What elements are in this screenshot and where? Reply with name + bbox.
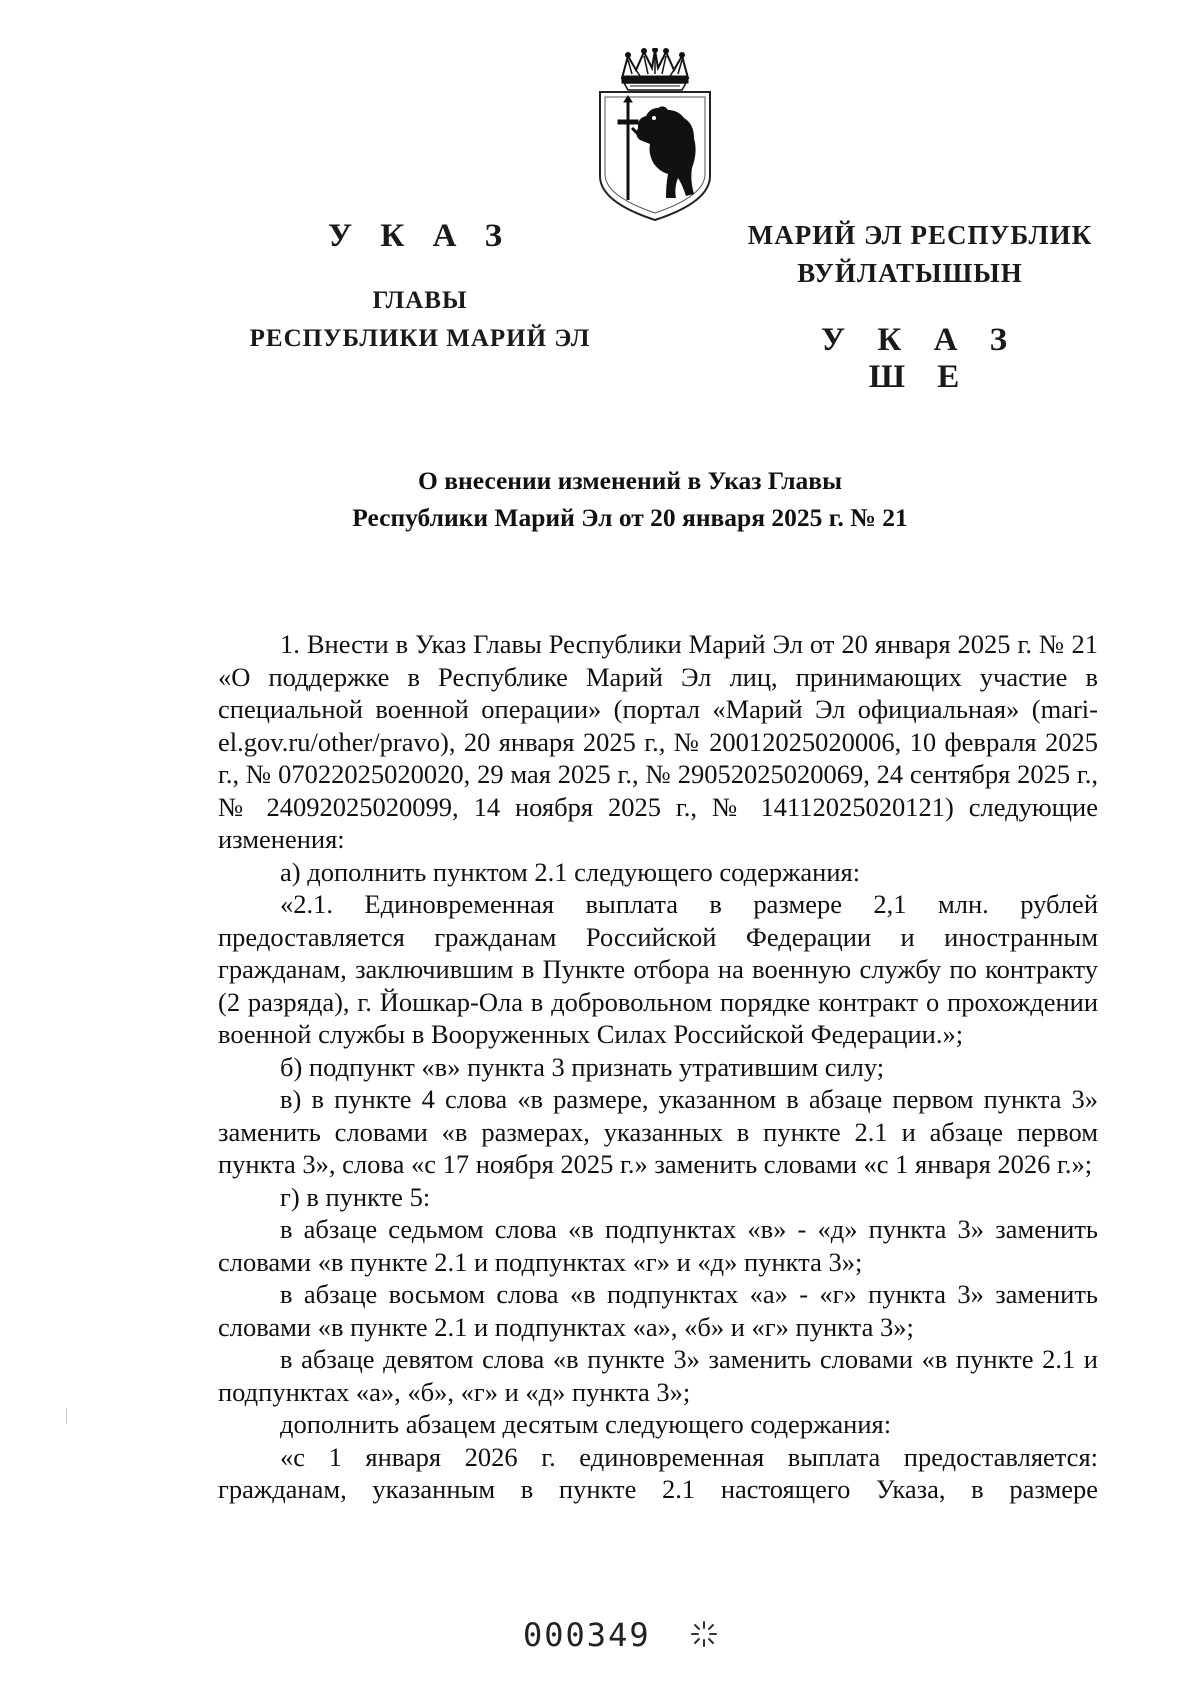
paragraph-add-abzac-10: дополнить абзацем десятым следующего содержания:: [280, 1409, 892, 1439]
paragraph-quote-2026: «с 1 января 2026 г. единовременная выплата предоставляется: гражданам, указанным в пункте 2.1 настоящего Указа, в размере: [218, 1441, 1098, 1504]
snowflake-mark-icon: [690, 1620, 718, 1648]
paragraph-abzac-9: в абзаце девятом слова «в пункте 3» заменить словами «в пункте 2.1 и подпунктах «а», «б», «г» и «д» пункта 3»;: [218, 1344, 1098, 1407]
paragraph-abzac-8: в абзаце восьмом слова «в подпунктах «а» - «г» пункта 3» заменить словами «в пункте 2.1 и подпунктах «а», «б» и «г» пункта 3»;: [218, 1279, 1098, 1342]
header-right-title: У К А З Ш Е: [820, 322, 1020, 395]
margin-tick-mark: [66, 1408, 67, 1424]
document-serial-number: 000349: [523, 1616, 651, 1654]
paragraph-quote-2-1: «2.1. Единовременная выплата в размере 2,1 млн. рублей предоставляется гражданам Российской Федерации и иностранным гражданам, заключившим в Пункте отбора на военную службу по контракту (2 разряда), г. Йошкар-Ола в добровольном порядке контракт о прохождении военной службы в Вооруженных Силах Российской Федерации.»;: [218, 889, 1098, 1049]
paragraph-subitem-b: б) подпункт «в» пункта 3 признать утратившим силу;: [280, 1051, 885, 1082]
paragraph-item-1: 1. Внести в Указ Главы Республики Марий Эл от 20 января 2025 г. № 21 «О поддержке в Республике Марий Эл лиц, принимающих участие в специальной военной операции» (портал «Марий Эл официальная» (mari-el.gov.ru/other/pravo), 20 января 2025 г., № 20012025020006, 10 февраля 2025 г., № 07022025020020, 29 мая 2025 г., № 29052025020069, 24 сентября 2025 г., № 24092025020099, 14 ноября 2025 г., № 14112025020121) следующие изменения:: [218, 629, 1098, 854]
document-title-line-1: О внесении изменений в Указ Главы: [418, 466, 842, 495]
paragraph-subitem-a: а) дополнить пунктом 2.1 следующего содержания:: [280, 856, 861, 887]
header-left-subtitle-1: ГЛАВЫ: [372, 287, 468, 314]
header-left-title: У К А З: [327, 218, 513, 254]
coat-of-arms-bear-crown-icon: [594, 48, 716, 224]
document-title-line-2: Республики Марий Эл от 20 января 2025 г. № 21: [352, 503, 908, 532]
document-title: [200, 462, 1060, 536]
paragraph-abzac-7: в абзаце седьмом слова «в подпунктах «в» - «д» пункта 3» заменить словами «в пункте 2.1 и подпунктах «г» и «д» пункта 3»;: [218, 1214, 1098, 1277]
paragraph-subitem-v: в) в пункте 4 слова «в размере, указанном в абзаце первом пункта 3» заменить словами «в размерах, указанных в пункте 2.1 и абзаце первом пункта 3», слова «с 17 ноября 2025 г.» заменить словами «с 1 января 2026 г.»;: [218, 1084, 1098, 1179]
header-left-subtitle-2: РЕСПУБЛИКИ МАРИЙ ЭЛ: [249, 325, 591, 352]
document-body: [218, 628, 1098, 1506]
paragraph-subitem-g: г) в пункте 5:: [280, 1181, 431, 1212]
header-right-line-2: ВУЙЛАТЫШЫН: [797, 258, 1023, 288]
header-right-line-1: МАРИЙ ЭЛ РЕСПУБЛИК: [747, 220, 1093, 250]
